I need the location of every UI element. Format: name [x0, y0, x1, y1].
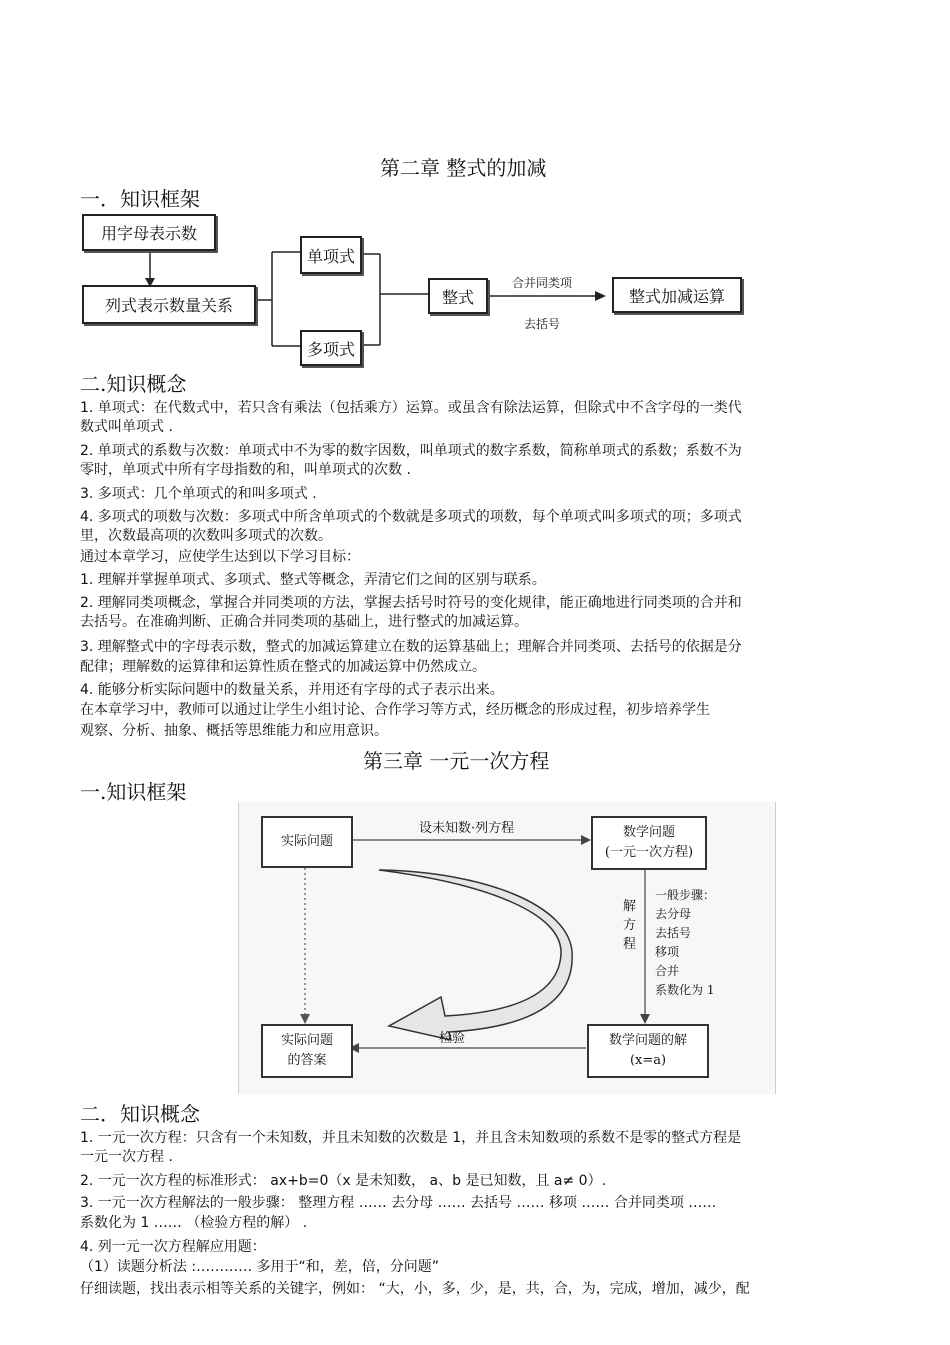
ch3-text-line: （1）读题分析法 :………… 多用于“和，差，倍，分问题” — [80, 1259, 440, 1275]
label-remove-brackets: 去括号 — [524, 317, 561, 331]
ch3-text-line: 3. 一元一次方程解法的一般步骤： 整理方程 …… 去分母 …… 去括号 …… 移项 …… 合并同类项 …… — [80, 1195, 717, 1211]
ch3-text-line: 1. 一元一次方程：只含有一个未知数，并且未知数的次数是 1，并且含未知数项的系数不是零的整式方程是 — [80, 1130, 742, 1146]
label-verify: 检验 — [439, 1031, 466, 1046]
box-monomial: 单项式 — [300, 236, 362, 274]
chapter2-framework-heading: 一．知识框架 — [80, 187, 200, 211]
box-addition-subtraction: 整式加减运算 — [612, 277, 742, 313]
ch3-text-line: 系数化为 1 …… （检验方程的解） . — [80, 1215, 308, 1231]
ch3-text-line: 4. 列一元一次方程解应用题： — [80, 1239, 266, 1255]
ch2-text-line: 1. 理解并掌握单项式、多项式、整式等概念，弄清它们之间的区别与联系。 — [80, 572, 546, 588]
ch2-text-line: 2. 单项式的系数与次数：单项式中不为零的数字因数，叫单项式的数字系数，简称单项式的系数；系数不为 — [80, 443, 742, 459]
box-integral-expression: 整式 — [428, 278, 488, 314]
steps-item: 去分母 — [655, 907, 692, 921]
box-math-solution-line1: 数学问题的解 — [608, 1033, 687, 1048]
ch2-text-line: 1. 单项式：在代数式中，若只含有乘法（包括乘方）运算。或虽含有除法运算，但除式中不含字母的一类代 — [80, 400, 742, 416]
chapter3-framework-heading: 一.知识框架 — [80, 780, 187, 804]
steps-list — [655, 886, 715, 1000]
ch2-text-line: 数式叫单项式 . — [80, 419, 173, 435]
box-real-answer — [261, 1024, 353, 1078]
label-solve-equation — [623, 897, 639, 954]
ch2-text-line: 配律；理解数的运算律和运算性质在整式的加减运算中仍然成立。 — [80, 659, 486, 675]
ch3-text-line: 2. 一元一次方程的标准形式： ax+b=0（x 是未知数， a、b 是已知数，且 a≠ 0）. — [80, 1173, 607, 1189]
label-solve-char: 程 — [623, 937, 637, 952]
label-solve-char: 解 — [623, 899, 637, 914]
box-math-solution-line2: (x=a) — [629, 1053, 667, 1068]
steps-item: 一般步骤： — [655, 888, 716, 902]
chapter2-diagram — [0, 0, 950, 380]
ch2-text-line: 2. 理解同类项概念，掌握合并同类项的方法，掌握去括号时符号的变化规律，能正确地进行同类项的合并和 — [80, 595, 742, 611]
label-combine-like-terms: 合并同类项 — [512, 276, 573, 290]
ch2-text-line: 观察、分析、抽象、概括等思维能力和应用意识。 — [80, 723, 388, 739]
ch2-text-line: 里，次数最高项的次数叫多项式的次数。 — [80, 528, 332, 544]
chapter3-concepts-heading: 二．知识概念 — [80, 1102, 200, 1126]
box-math-solution — [587, 1024, 709, 1078]
box-real-answer-line2: 的答案 — [287, 1053, 327, 1068]
ch3-text-line: 仔细读题，找出表示相等关系的关键字，例如： “大，小，多，少，是，共，合，为，完成，增加，减少，配 — [80, 1281, 750, 1297]
label-solve-char: 方 — [623, 918, 637, 933]
ch2-text-line: 4. 能够分析实际问题中的数量关系，并用还有字母的式子表示出来。 — [80, 682, 504, 698]
ch2-text-line: 4. 多项式的项数与次数：多项式中所含单项式的个数就是多项式的项数，每个单项式叫多项式的项；多项式 — [80, 509, 742, 525]
box-real-answer-line1: 实际问题 — [280, 1033, 333, 1048]
steps-item: 去括号 — [655, 926, 692, 940]
label-set-unknown: 设未知数·列方程 — [419, 821, 515, 836]
chapter2-title: 第二章 整式的加减 — [380, 156, 547, 180]
ch2-text-line: 3. 理解整式中的字母表示数，整式的加减运算建立在数的运算基础上；理解合并同类项、去括号的依据是分 — [80, 639, 742, 655]
ch2-text-line: 在本章学习中，教师可以通过让学生小组讨论、合作学习等方式，经历概念的形成过程，初步培养学生 — [80, 702, 710, 718]
box-polynomial: 多项式 — [300, 330, 362, 366]
chapter3-diagram — [238, 802, 776, 1094]
steps-item: 系数化为 1 — [655, 983, 715, 997]
box-math-problem — [591, 816, 707, 870]
ch2-text-line: 3. 多项式：几个单项式的和叫多项式 . — [80, 486, 317, 502]
ch2-text-line: 零时，单项式中所有字母指数的和，叫单项式的次数 . — [80, 462, 411, 478]
box-real-problem: 实际问题 — [261, 816, 353, 868]
box-math-problem-line1: 数学问题 — [622, 825, 675, 840]
chapter3-title: 第三章 一元一次方程 — [363, 749, 550, 773]
box-letters-represent-numbers: 用字母表示数 — [82, 214, 216, 251]
steps-item: 移项 — [655, 945, 680, 959]
steps-item: 合并 — [655, 964, 680, 978]
box-quantity-relations: 列式表示数量关系 — [82, 285, 256, 324]
ch2-text-line: 通过本章学习，应使学生达到以下学习目标： — [80, 549, 360, 565]
chapter2-concepts-heading: 二.知识概念 — [80, 372, 187, 396]
ch3-text-line: 一元一次方程 . — [80, 1149, 173, 1165]
box-math-problem-line2: (一元一次方程) — [604, 845, 694, 860]
ch2-text-line: 去括号。在准确判断、正确合并同类项的基础上，进行整式的加减运算。 — [80, 614, 528, 630]
loop-arrow-icon — [379, 870, 572, 1040]
